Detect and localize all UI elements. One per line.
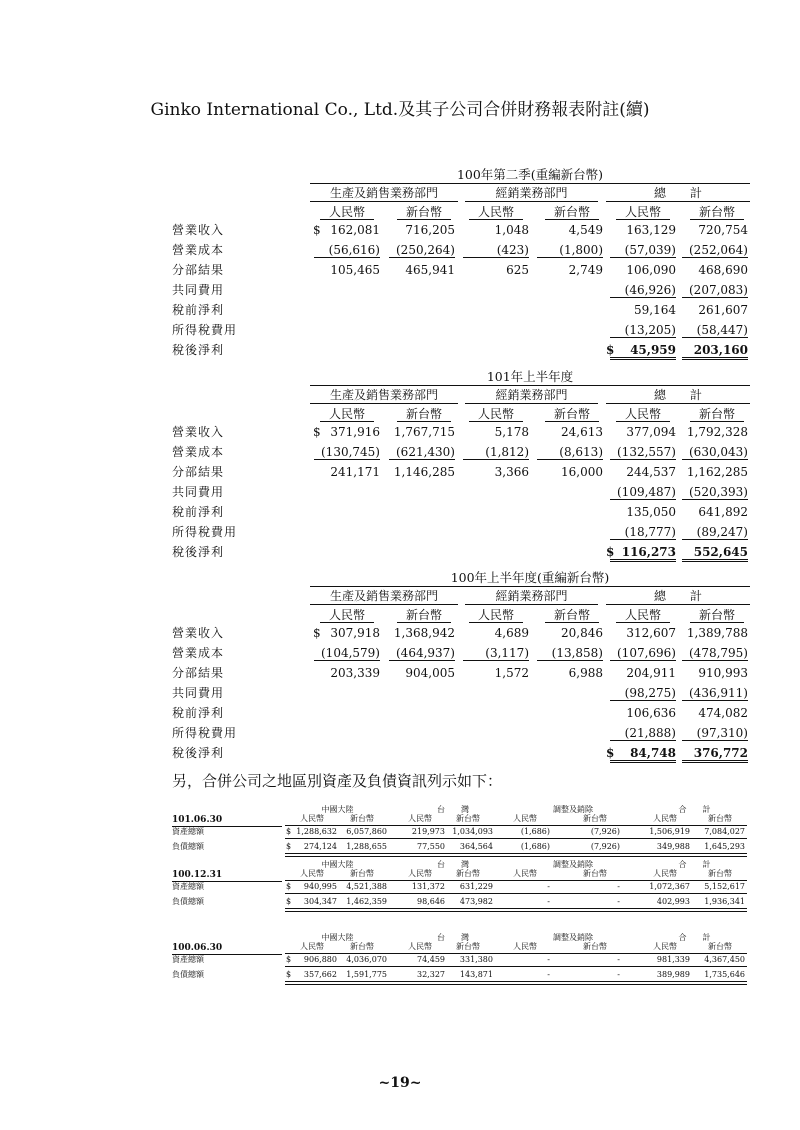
currency-header: 人民幣 <box>513 814 537 823</box>
currency-header: 新台幣 <box>553 205 590 219</box>
table-cell: 904,005 <box>405 666 455 680</box>
table-cell: 1,368,942 <box>393 626 455 640</box>
currency-header-rule <box>690 219 744 220</box>
header-rule <box>285 825 747 826</box>
group-header-rule <box>465 403 598 404</box>
currency-symbol: $ <box>286 897 292 906</box>
table-cell: 20,846 <box>561 626 603 640</box>
table-cell: 16,000 <box>561 465 603 479</box>
row-label: 所得稅費用 <box>172 726 238 740</box>
currency-header: 人民幣 <box>624 205 661 219</box>
table-cell: 106,636 <box>626 706 676 720</box>
table-cell: (423) <box>463 243 529 258</box>
table-cell: 131,372 <box>411 882 445 891</box>
table-cell: 349,988 <box>656 842 690 851</box>
table-cell: 24,613 <box>561 425 603 439</box>
currency-header: 新台幣 <box>583 942 607 951</box>
table-cell: 1,034,093 <box>452 827 493 836</box>
group-header: 中國大陸 <box>321 933 354 942</box>
row-label: 稅前淨利 <box>172 303 225 317</box>
currency-header: 新台幣 <box>583 814 607 823</box>
currency-header: 新台幣 <box>405 407 442 421</box>
group-header: 合 計 <box>678 933 711 942</box>
subtotal-rule <box>285 838 747 839</box>
table-cell: 981,339 <box>656 955 690 964</box>
table-cell: 1,591,775 <box>346 970 387 979</box>
header-rule <box>285 953 747 954</box>
group-header-rule <box>310 604 458 605</box>
group-header: 總 計 <box>653 186 702 200</box>
period-title-rule <box>310 183 750 184</box>
currency-header: 人民幣 <box>624 407 661 421</box>
currency-header-rule <box>690 421 744 422</box>
currency-header-rule <box>397 219 451 220</box>
row-label: 稅前淨利 <box>172 505 225 519</box>
currency-header: 新台幣 <box>350 814 374 823</box>
table-cell: (3,117) <box>463 646 529 661</box>
table-cell: 1,735,646 <box>704 970 745 979</box>
table-date: 101.06.30 <box>172 815 223 825</box>
currency-header: 人民幣 <box>300 814 324 823</box>
table-cell: 1,162,285 <box>686 465 748 479</box>
row-label: 營業成本 <box>172 445 225 459</box>
table-cell: 641,892 <box>698 505 748 519</box>
table-cell: 274,124 <box>303 842 337 851</box>
table-cell: 32,327 <box>417 970 445 979</box>
row-label: 所得稅費用 <box>172 525 238 539</box>
table-cell: 1,146,285 <box>393 465 455 479</box>
currency-header: 人民幣 <box>300 869 324 878</box>
table-cell: 241,171 <box>330 465 380 479</box>
currency-header-rule <box>616 219 670 220</box>
row-label: 營業收入 <box>172 223 225 237</box>
currency-header: 新台幣 <box>456 814 480 823</box>
table-cell: - <box>617 970 620 979</box>
row-label: 負債總額 <box>172 897 204 906</box>
table-cell: (520,393) <box>682 485 748 500</box>
table-cell: - <box>617 897 620 906</box>
group-header: 經銷業務部門 <box>495 186 568 200</box>
period-title-rule <box>310 586 750 587</box>
table-cell: 106,090 <box>626 263 676 277</box>
currency-header-rule <box>469 622 523 623</box>
row-label: 稅前淨利 <box>172 706 225 720</box>
group-header: 中國大陸 <box>321 860 354 869</box>
group-header-rule <box>465 604 598 605</box>
group-header: 總 計 <box>653 589 702 603</box>
table-cell: 910,993 <box>698 666 748 680</box>
currency-header: 人民幣 <box>624 608 661 622</box>
table-cell: 105,465 <box>330 263 380 277</box>
table-cell: 1,645,293 <box>704 842 745 851</box>
group-header: 合 計 <box>678 860 711 869</box>
table-cell: 116,273 <box>610 545 676 562</box>
currency-header: 新台幣 <box>553 608 590 622</box>
table-cell: 162,081 <box>330 223 380 237</box>
segment-table <box>0 571 800 771</box>
table-cell: 371,916 <box>330 425 380 439</box>
table-cell: 203,339 <box>330 666 380 680</box>
table-cell: 1,048 <box>494 223 529 237</box>
currency-header-rule <box>469 219 523 220</box>
table-cell: (56,616) <box>314 243 380 258</box>
currency-header-rule <box>320 219 374 220</box>
row-label: 營業成本 <box>172 646 225 660</box>
table-cell: (436,911) <box>682 686 748 701</box>
row-label: 營業收入 <box>172 626 225 640</box>
table-cell: (109,487) <box>610 485 676 500</box>
currency-symbol: $ <box>313 425 321 439</box>
table-cell: 4,367,450 <box>704 955 745 964</box>
total-rule <box>285 981 747 985</box>
table-cell: 473,982 <box>459 897 493 906</box>
table-cell: 312,607 <box>626 626 676 640</box>
currency-header: 人民幣 <box>653 869 677 878</box>
table-cell: 552,645 <box>682 545 748 562</box>
table-cell: 304,347 <box>303 897 337 906</box>
row-label: 分部結果 <box>172 263 225 277</box>
table-cell: 4,036,070 <box>346 955 387 964</box>
currency-header: 人民幣 <box>408 814 432 823</box>
currency-header: 人民幣 <box>408 869 432 878</box>
period-title-rule <box>310 385 750 386</box>
row-label: 資產總額 <box>172 882 204 891</box>
table-cell: (7,926) <box>590 842 620 851</box>
currency-header: 新台幣 <box>405 205 442 219</box>
currency-header-rule <box>545 219 599 220</box>
table-cell: (207,083) <box>682 283 748 298</box>
period-title: 100年第二季(重編新台幣) <box>456 167 604 182</box>
table-cell: 468,690 <box>698 263 748 277</box>
subtotal-rule <box>285 893 747 894</box>
group-header: 調整及銷除 <box>553 805 593 814</box>
table-cell: 1,936,341 <box>704 897 745 906</box>
currency-header: 人民幣 <box>513 869 537 878</box>
table-cell: 625 <box>506 263 529 277</box>
currency-header: 人民幣 <box>300 942 324 951</box>
table-cell: 1,072,367 <box>649 882 690 891</box>
row-label: 稅後淨利 <box>172 545 225 559</box>
table-cell: 1,767,715 <box>393 425 455 439</box>
currency-header: 人民幣 <box>328 407 365 421</box>
table-cell: 45,959 <box>610 343 676 360</box>
currency-header-rule <box>320 421 374 422</box>
period-title: 101年上半年度 <box>486 369 574 384</box>
table-cell: (58,447) <box>682 323 748 338</box>
group-header: 中國大陸 <box>321 805 354 814</box>
table-cell: 4,521,388 <box>346 882 387 891</box>
table-cell: 98,646 <box>417 897 445 906</box>
group-header: 台 灣 <box>437 860 469 869</box>
currency-symbol: $ <box>286 970 292 979</box>
table-date: 100.06.30 <box>172 943 223 953</box>
table-cell: 6,057,860 <box>346 827 387 836</box>
table-cell: - <box>547 970 550 979</box>
subtotal-rule <box>285 966 747 967</box>
group-header-rule <box>310 403 458 404</box>
table-cell: (250,264) <box>389 243 455 258</box>
currency-header-rule <box>690 622 744 623</box>
table-cell: 364,564 <box>459 842 493 851</box>
currency-header-rule <box>397 421 451 422</box>
row-label: 負債總額 <box>172 970 204 979</box>
table-cell: 331,380 <box>459 955 493 964</box>
currency-symbol: $ <box>286 842 292 851</box>
regional-table <box>0 933 800 983</box>
regional-note: 另，合併公司之地區別資產及負債資訊列示如下： <box>172 772 503 790</box>
table-cell: 402,993 <box>656 897 690 906</box>
row-label: 共同費用 <box>172 686 225 700</box>
table-cell: (130,745) <box>314 445 380 460</box>
row-label: 分部結果 <box>172 666 225 680</box>
currency-header: 人民幣 <box>477 608 514 622</box>
table-cell: (107,696) <box>610 646 676 661</box>
total-rule <box>285 908 747 912</box>
currency-header: 新台幣 <box>405 608 442 622</box>
table-cell: 219,973 <box>411 827 445 836</box>
row-label: 資產總額 <box>172 955 204 964</box>
table-cell: 1,288,632 <box>296 827 337 836</box>
group-header: 生產及銷售業務部門 <box>329 388 438 402</box>
table-cell: 84,748 <box>610 746 676 763</box>
table-cell: (13,858) <box>537 646 603 661</box>
currency-header: 新台幣 <box>698 407 735 421</box>
group-header: 經銷業務部門 <box>495 388 568 402</box>
table-cell: 77,550 <box>417 842 445 851</box>
row-label: 資產總額 <box>172 827 204 836</box>
table-cell: 357,662 <box>303 970 337 979</box>
page-number: ~19~ <box>378 1075 422 1091</box>
table-cell: 1,506,919 <box>649 827 690 836</box>
table-cell: 6,988 <box>568 666 603 680</box>
row-label: 共同費用 <box>172 485 225 499</box>
currency-header: 新台幣 <box>456 869 480 878</box>
table-cell: (621,430) <box>389 445 455 460</box>
currency-header: 新台幣 <box>708 869 732 878</box>
table-cell: 244,537 <box>626 465 676 479</box>
page-title: Ginko International Co., Ltd.及其子公司合併財務報表附註(續) <box>150 100 650 120</box>
table-cell: - <box>617 882 620 891</box>
currency-header-rule <box>616 421 670 422</box>
group-header: 調整及銷除 <box>553 933 593 942</box>
table-cell: (57,039) <box>610 243 676 258</box>
group-header: 經銷業務部門 <box>495 589 568 603</box>
table-cell: (13,205) <box>610 323 676 338</box>
table-cell: 631,229 <box>459 882 493 891</box>
table-cell: 163,129 <box>626 223 676 237</box>
row-label: 營業成本 <box>172 243 225 257</box>
currency-symbol: $ <box>286 827 292 836</box>
regional-table <box>0 805 800 855</box>
table-cell: (21,888) <box>610 726 676 741</box>
table-cell: 376,772 <box>682 746 748 763</box>
table-cell: 261,607 <box>698 303 748 317</box>
currency-symbol: $ <box>313 626 321 640</box>
row-label: 分部結果 <box>172 465 225 479</box>
group-header-rule <box>606 201 750 202</box>
table-cell: 377,094 <box>626 425 676 439</box>
table-cell: 1,462,359 <box>346 897 387 906</box>
table-cell: (1,812) <box>463 445 529 460</box>
table-cell: 3,366 <box>494 465 529 479</box>
currency-symbol: $ <box>606 545 615 559</box>
table-cell: (104,579) <box>314 646 380 661</box>
table-cell: (478,795) <box>682 646 748 661</box>
table-cell: 1,288,655 <box>346 842 387 851</box>
row-label: 稅後淨利 <box>172 746 225 760</box>
currency-symbol: $ <box>313 223 321 237</box>
group-header-rule <box>465 201 598 202</box>
table-cell: - <box>547 955 550 964</box>
currency-header: 人民幣 <box>513 942 537 951</box>
table-cell: (46,926) <box>610 283 676 298</box>
currency-header-rule <box>320 622 374 623</box>
table-cell: (97,310) <box>682 726 748 741</box>
table-cell: (1,686) <box>520 827 550 836</box>
table-cell: (464,937) <box>389 646 455 661</box>
currency-header: 新台幣 <box>698 608 735 622</box>
table-cell: 5,178 <box>494 425 529 439</box>
table-cell: 4,549 <box>568 223 603 237</box>
currency-header-rule <box>616 622 670 623</box>
currency-symbol: $ <box>286 955 292 964</box>
group-header: 台 灣 <box>437 805 469 814</box>
segment-table <box>0 168 800 368</box>
table-cell: (89,247) <box>682 525 748 540</box>
table-cell: 716,205 <box>405 223 455 237</box>
currency-header: 新台幣 <box>350 869 374 878</box>
currency-header: 人民幣 <box>477 205 514 219</box>
row-label: 共同費用 <box>172 283 225 297</box>
group-header: 台 灣 <box>437 933 469 942</box>
currency-header: 人民幣 <box>328 608 365 622</box>
currency-header: 人民幣 <box>328 205 365 219</box>
table-cell: (98,275) <box>610 686 676 701</box>
table-cell: 4,689 <box>494 626 529 640</box>
table-cell: (1,686) <box>520 842 550 851</box>
table-cell: 143,871 <box>459 970 493 979</box>
table-cell: (1,800) <box>537 243 603 258</box>
currency-header: 新台幣 <box>456 942 480 951</box>
regional-table <box>0 860 800 910</box>
group-header: 總 計 <box>653 388 702 402</box>
table-cell: 2,749 <box>568 263 603 277</box>
currency-symbol: $ <box>286 882 292 891</box>
currency-symbol: $ <box>606 343 615 357</box>
group-header-rule <box>606 403 750 404</box>
period-title: 100年上半年度(重編新台幣) <box>450 570 610 585</box>
table-cell: 465,941 <box>405 263 455 277</box>
header-rule <box>285 880 747 881</box>
currency-header-rule <box>545 622 599 623</box>
currency-symbol: $ <box>606 746 615 760</box>
group-header: 調整及銷除 <box>553 860 593 869</box>
table-cell: 59,164 <box>634 303 676 317</box>
table-cell: 1,792,328 <box>686 425 748 439</box>
table-cell: (132,557) <box>610 445 676 460</box>
group-header-rule <box>310 201 458 202</box>
row-label: 負債總額 <box>172 842 204 851</box>
table-cell: 74,459 <box>417 955 445 964</box>
group-header: 生產及銷售業務部門 <box>329 589 438 603</box>
group-header: 生產及銷售業務部門 <box>329 186 438 200</box>
currency-header: 人民幣 <box>653 942 677 951</box>
total-rule <box>285 853 747 857</box>
currency-header-rule <box>397 622 451 623</box>
row-label: 營業收入 <box>172 425 225 439</box>
table-cell: (7,926) <box>590 827 620 836</box>
currency-header: 新台幣 <box>698 205 735 219</box>
row-label: 稅後淨利 <box>172 343 225 357</box>
currency-header: 人民幣 <box>477 407 514 421</box>
table-cell: 7,084,027 <box>704 827 745 836</box>
currency-header-rule <box>469 421 523 422</box>
currency-header: 人民幣 <box>653 814 677 823</box>
table-cell: 204,911 <box>626 666 676 680</box>
currency-header: 人民幣 <box>408 942 432 951</box>
currency-header: 新台幣 <box>708 814 732 823</box>
table-cell: 135,050 <box>626 505 676 519</box>
table-cell: (252,064) <box>682 243 748 258</box>
currency-header: 新台幣 <box>350 942 374 951</box>
table-cell: 720,754 <box>698 223 748 237</box>
table-cell: 1,389,788 <box>686 626 748 640</box>
table-cell: 940,995 <box>303 882 337 891</box>
table-cell: (18,777) <box>610 525 676 540</box>
group-header: 合 計 <box>678 805 711 814</box>
currency-header: 新台幣 <box>583 869 607 878</box>
currency-header: 新台幣 <box>553 407 590 421</box>
group-header-rule <box>606 604 750 605</box>
table-cell: (8,613) <box>537 445 603 460</box>
table-cell: 307,918 <box>330 626 380 640</box>
currency-header: 新台幣 <box>708 942 732 951</box>
table-cell: (630,043) <box>682 445 748 460</box>
table-cell: 389,989 <box>656 970 690 979</box>
table-date: 100.12.31 <box>172 870 223 880</box>
table-cell: 906,880 <box>303 955 337 964</box>
table-cell: 1,572 <box>494 666 529 680</box>
currency-header-rule <box>545 421 599 422</box>
table-cell: 5,152,617 <box>704 882 745 891</box>
table-cell: - <box>547 882 550 891</box>
row-label: 所得稅費用 <box>172 323 238 337</box>
table-cell: 474,082 <box>698 706 748 720</box>
table-cell: - <box>547 897 550 906</box>
segment-table <box>0 370 800 570</box>
table-cell: 203,160 <box>682 343 748 360</box>
table-cell: - <box>617 955 620 964</box>
